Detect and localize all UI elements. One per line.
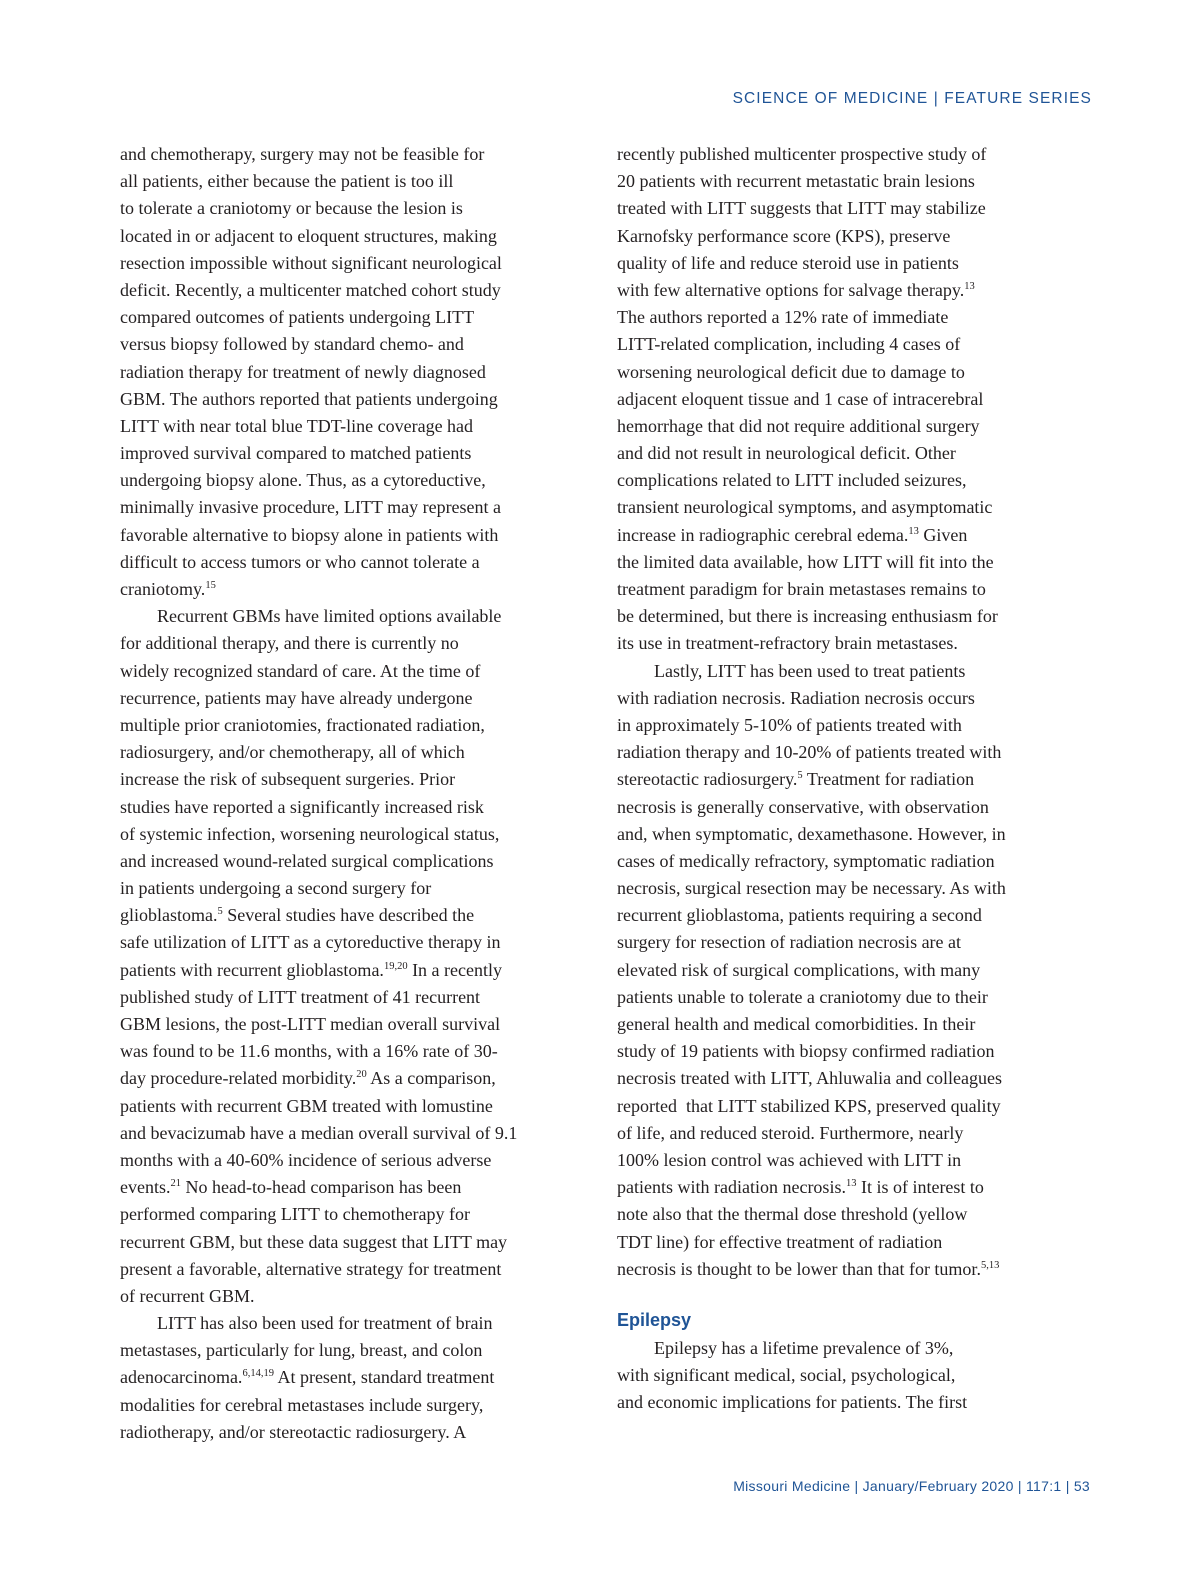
text-fragment: increase in radiographic cerebral edema. [617,524,909,545]
text-line: compared outcomes of patients undergoing LITT [120,307,475,328]
text-line: radiosurgery, and/or chemotherapy, all of which [120,742,465,763]
paragraph-radiation-necrosis [617,658,1077,1283]
text-fragment: Given [918,524,968,545]
text-line: recurrent GBM, but these data suggest that LITT may [120,1231,508,1252]
text-line [617,1256,1077,1283]
left-column [120,141,580,1446]
text-line: in approximately 5-10% of patients treated with [617,714,962,735]
text-line [617,277,1077,304]
text-line: studies have reported a significantly increased risk [120,796,484,817]
text-line: and did not result in neurological deficit. Other [617,443,956,464]
text-line: favorable alternative to biopsy alone in patients with [120,524,499,545]
text-line: Karnofsky performance score (KPS), preserve [617,225,951,246]
text-line: multiple prior craniotomies, fractionated radiation, [120,714,485,735]
citation-ref: 5,13 [980,1259,1000,1271]
text-line [120,1364,580,1391]
right-column [617,141,1077,1416]
text-fragment: with few alternative options for salvage therapy. [617,279,965,300]
text-line: published study of LITT treatment of 41 recurrent [120,986,481,1007]
text-line: Recurrent GBMs have limited options available [157,606,502,627]
citation-ref: 20 [356,1069,367,1081]
text-line: with significant medical, social, psychological, [617,1365,956,1386]
text-line: difficult to access tumors or who cannot tolerate a [120,551,480,572]
text-line: hemorrhage that did not require additional surgery [617,415,980,436]
text-line: and increased wound-related surgical complications [120,850,494,871]
text-line: undergoing biopsy alone. Thus, as a cytoreductive, [120,470,486,491]
text-line: of systemic infection, worsening neurological status, [120,823,500,844]
text-line: radiotherapy, and/or stereotactic radiosurgery. A [120,1421,467,1442]
paragraph-recurrent-gbm [120,603,580,1310]
citation-ref: 19,20 [383,960,408,972]
text-fragment: patients with recurrent glioblastoma. [120,959,384,980]
text-line: months with a 40-60% incidence of serious adverse [120,1149,492,1170]
text-line: TDT line) for effective treatment of radiation [617,1231,943,1252]
text-fragment: In a recently [407,959,503,980]
text-line [120,1174,580,1201]
text-line: was found to be 11.6 months, with a 16% rate of 30- [120,1041,498,1062]
text-line: for additional therapy, and there is currently no [120,633,459,654]
text-line: study of 19 patients with biopsy confirmed radiation [617,1041,995,1062]
text-line [120,957,580,984]
text-line: deficit. Recently, a multicenter matched cohort study [120,279,501,300]
text-line: and, when symptomatic, dexamethasone. However, in [617,823,1006,844]
text-line: The authors reported a 12% rate of immediate [617,307,949,328]
text-line: the limited data available, how LITT will fit into the [617,551,994,572]
text-line: present a favorable, alternative strategy for treatment [120,1258,502,1279]
text-line: patients unable to tolerate a craniotomy due to their [617,986,988,1007]
text-line: transient neurological symptoms, and asymptomatic [617,497,993,518]
text-line: reported that LITT stabilized KPS, preserved quality [617,1095,1001,1116]
text-fragment: patients with radiation necrosis. [617,1177,846,1198]
text-line: its use in treatment-refractory brain metastases. [617,633,958,654]
citation-ref: 5 [217,906,223,918]
text-line: cases of medically refractory, symptomatic radiation [617,850,995,871]
text-line [617,1174,1077,1201]
text-line [617,522,1077,549]
citation-ref: 21 [170,1178,181,1190]
text-line: LITT-related complication, including 4 cases of [617,334,961,355]
text-fragment: adenocarcinoma. [120,1367,243,1388]
citation-ref: 13 [908,525,919,537]
text-line: with radiation necrosis. Radiation necrosis occurs [617,687,975,708]
text-line [120,1065,580,1092]
text-fragment: It is of interest to [856,1177,984,1198]
text-line: of life, and reduced steroid. Furthermore, nearly [617,1122,964,1143]
text-line: modalities for cerebral metastases include surgery, [120,1394,484,1415]
text-line: minimally invasive procedure, LITT may represent a [120,497,502,518]
text-fragment: At present, standard treatment [273,1367,495,1388]
section-heading-epilepsy: Epilepsy [617,1309,692,1330]
text-line: widely recognized standard of care. At the time of [120,660,481,681]
text-fragment: day procedure-related morbidity. [120,1068,357,1089]
text-line: and chemotherapy, surgery may not be feasible for [120,144,485,164]
text-line: adjacent eloquent tissue and 1 case of intracerebral [617,388,984,409]
text-line: LITT has also been used for treatment of brain [157,1313,493,1334]
text-line: radiation therapy and 10-20% of patients treated with [617,742,1002,763]
text-line: GBM lesions, the post-LITT median overall survival [120,1014,501,1034]
citation-ref: 5 [797,770,803,782]
text-line: recurrent glioblastoma, patients requiring a second [617,905,982,926]
text-line: necrosis is generally conservative, with observation [617,796,989,817]
text-line: safe utilization of LITT as a cytoreductive therapy in [120,932,501,953]
citation-ref: 15 [205,580,216,591]
text-line: Epilepsy has a lifetime prevalence of 3%, [654,1337,954,1358]
text-fragment: stereotactic radiosurgery. [617,769,798,790]
text-line: to tolerate a craniotomy or because the lesion is [120,198,463,219]
text-fragment: Several studies have described the [222,905,475,926]
text-line: versus biopsy followed by standard chemo- and [120,334,464,355]
text-line: of recurrent GBM. [120,1285,255,1306]
text-line: increase the risk of subsequent surgeries. Prior [120,769,456,790]
paragraph-metastases-study [617,141,1077,658]
text-line: located in or adjacent to eloquent structures, making [120,225,497,246]
text-line: performed comparing LITT to chemotherapy for [120,1204,471,1225]
text-line [617,766,1077,793]
citation-ref: 13 [845,1178,857,1190]
paragraph-litt-vs-biopsy [120,141,580,603]
citation-ref: 6,14,19 [242,1368,274,1380]
text-line: treatment paradigm for brain metastases remains to [617,579,986,599]
text-fragment: Treatment for radiation [802,769,975,790]
text-line: and bevacizumab have a median overall survival of 9.1 [120,1122,518,1143]
text-line: be determined, but there is increasing enthusiasm for [617,606,998,627]
text-line: improved survival compared to matched patients [120,443,472,464]
text-line: 100% lesion control was achieved with LITT in [617,1149,962,1170]
text-line: treated with LITT suggests that LITT may stabilize [617,198,986,219]
text-line: necrosis, surgical resection may be necessary. As with [617,878,1006,899]
text-line: all patients, either because the patient is too ill [120,171,454,192]
text-fragment: necrosis is thought to be lower than that for tumor. [617,1258,981,1279]
paragraph-epilepsy [617,1335,1077,1417]
text-line: GBM. The authors reported that patients undergoing [120,388,498,409]
text-line: patients with recurrent GBM treated with lomustine [120,1095,493,1116]
text-fragment: craniotomy. [120,579,206,599]
text-line: resection impossible without significant neurological [120,252,502,273]
text-line [120,576,580,603]
text-line: elevated risk of surgical complications, with many [617,959,981,980]
text-line: radiation therapy for treatment of newly diagnosed [120,361,486,382]
paragraph-brain-metastases [120,1310,580,1446]
text-fragment: As a comparison, [366,1068,496,1089]
text-line: worsening neurological deficit due to damage to [617,361,965,382]
text-line: general health and medical comorbidities. In their [617,1014,976,1034]
text-line: note also that the thermal dose threshold (yellow [617,1204,968,1225]
text-fragment: No head-to-head comparison has been [180,1177,462,1198]
text-fragment: events. [120,1177,171,1198]
text-line: metastases, particularly for lung, breast, and colon [120,1340,483,1361]
text-line: quality of life and reduce steroid use in patients [617,252,959,273]
text-line: and economic implications for patients. The first [617,1392,968,1413]
text-line: recently published multicenter prospective study of [617,144,987,164]
text-fragment: glioblastoma. [120,905,218,926]
text-line: recurrence, patients may have already undergone [120,687,473,708]
text-line: Lastly, LITT has been used to treat patients [654,660,966,681]
page-footer: Missouri Medicine | January/February 2020 | 117:1 | 53 [733,1478,1090,1494]
text-line: surgery for resection of radiation necrosis are at [617,932,962,953]
text-line [120,902,580,929]
text-line: 20 patients with recurrent metastatic brain lesions [617,171,975,192]
text-line: complications related to LITT included seizures, [617,470,967,491]
text-line: necrosis treated with LITT, Ahluwalia and colleagues [617,1068,1003,1089]
text-line: in patients undergoing a second surgery for [120,878,432,899]
running-header: SCIENCE OF MEDICINE | FEATURE SERIES [732,90,1092,107]
text-line: LITT with near total blue TDT-line coverage had [120,415,474,436]
citation-ref: 13 [964,280,975,292]
